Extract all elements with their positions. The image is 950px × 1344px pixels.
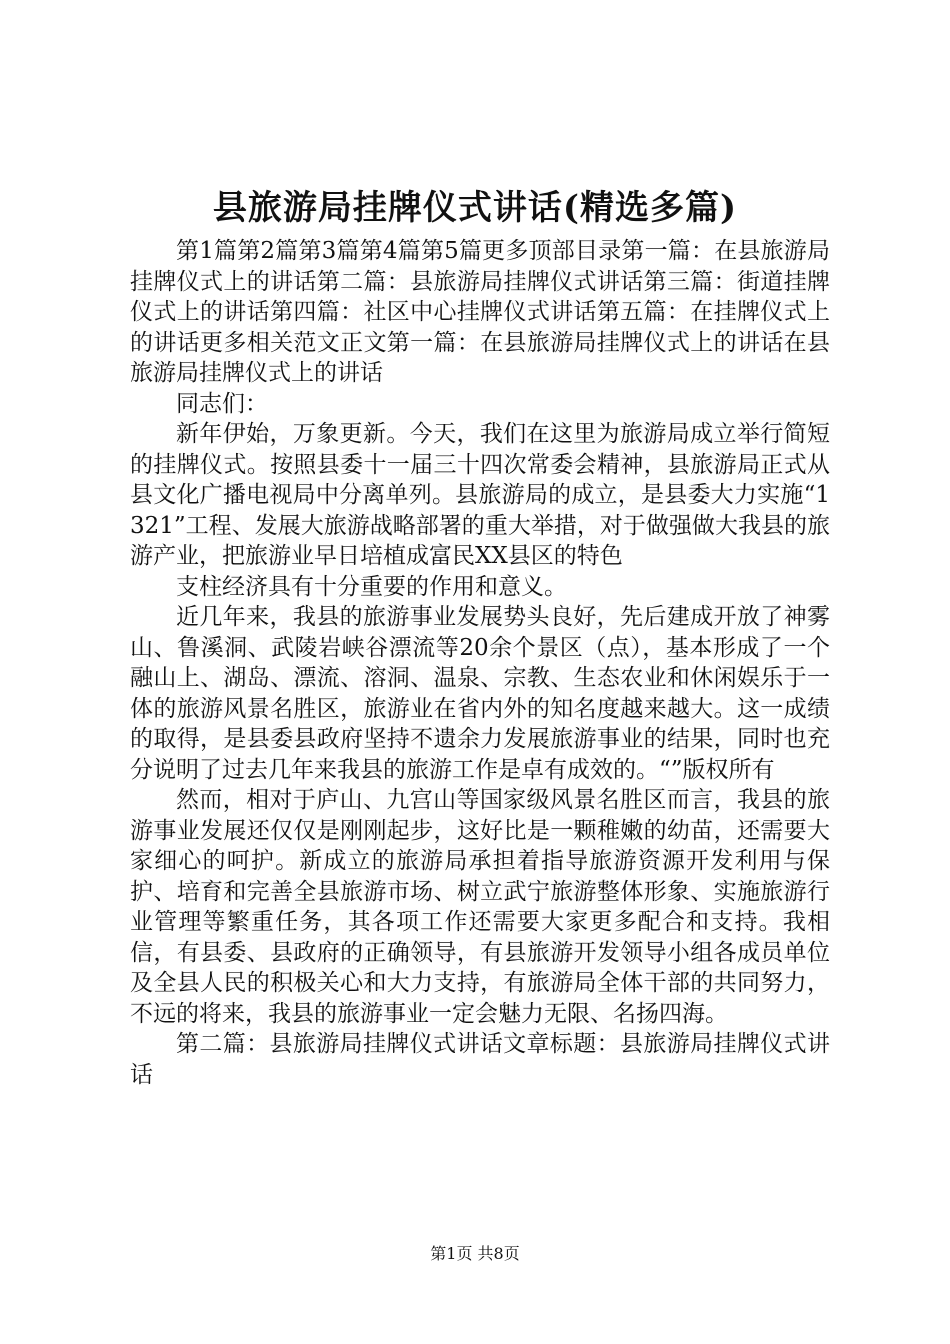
paragraph-table-of-contents: 第1篇第2篇第3篇第4篇第5篇更多顶部目录第一篇：在县旅游局挂牌仪式上的讲话第二篇：县旅游局挂牌仪式讲话第三篇：街道挂牌仪式上的讲话第四篇：社区中心挂牌仪式讲话第五篇：在挂牌仪式上的讲话更多相关范文正文第一篇：在县旅游局挂牌仪式上的讲话在县旅游局挂牌仪式上的讲话: [130, 238, 830, 386]
document-title: 县旅游局挂牌仪式讲话(精选多篇): [212, 188, 738, 228]
paragraph-second-article: 第二篇：县旅游局挂牌仪式讲话文章标题：县旅游局挂牌仪式讲话: [130, 1031, 830, 1088]
document-body: [130, 236, 830, 1090]
paragraph-outlook: 然而，相对于庐山、九宫山等国家级风景名胜区而言，我县的旅游事业发展还仅仅是刚刚起步，这好比是一颗稚嫩的幼苗，还需要大家细心的呵护。新成立的旅游局承担着指导旅游资源开发利用与保护、培育和完善全县旅游市场、树立武宁旅游整体形象、实施旅游行业管理等繁重任务，其各项工作还需要大家更多配合和支持。我相信，有县委、县政府的正确领导，有县旅游开发领导小组各成员单位及全县人民的积极关心和大力支持，有旅游局全体干部的共同努力，不远的将来，我县的旅游事业一定会魅力无限、名扬四海。: [130, 787, 830, 1027]
paragraph-significance: 支柱经济具有十分重要的作用和意义。: [176, 573, 567, 600]
paragraph-opening: 新年伊始，万象更新。今天，我们在这里为旅游局成立举行简短的挂牌仪式。按照县委十一届三十四次常委会精神，县旅游局正式从县文化广播电视局中分离单列。县旅游局的成立，是县委大力实施“1321”工程、发展大旅游战略部署的重大举措，对于做强做大我县的旅游产业，把旅游业早日培植成富民XX县区的特色: [130, 421, 830, 569]
paragraph-achievements: 近几年来，我县的旅游事业发展势头良好，先后建成开放了神雾山、鲁溪洞、武陵岩峡谷漂流等20余个景区（点），基本形成了一个融山上、湖岛、漂流、溶洞、温泉、宗教、生态农业和休闲娱乐于一体的旅游风景名胜区，旅游业在省内外的知名度越来越大。这一成绩的取得，是县委县政府坚持不遗余力发展旅游事业的结果，同时也充分说明了过去几年来我县的旅游工作是卓有成效的。“”版权所有: [130, 604, 830, 783]
page-number-footer: 第1页 共8页: [430, 1244, 520, 1263]
paragraph-salutation: 同志们：: [176, 390, 268, 417]
